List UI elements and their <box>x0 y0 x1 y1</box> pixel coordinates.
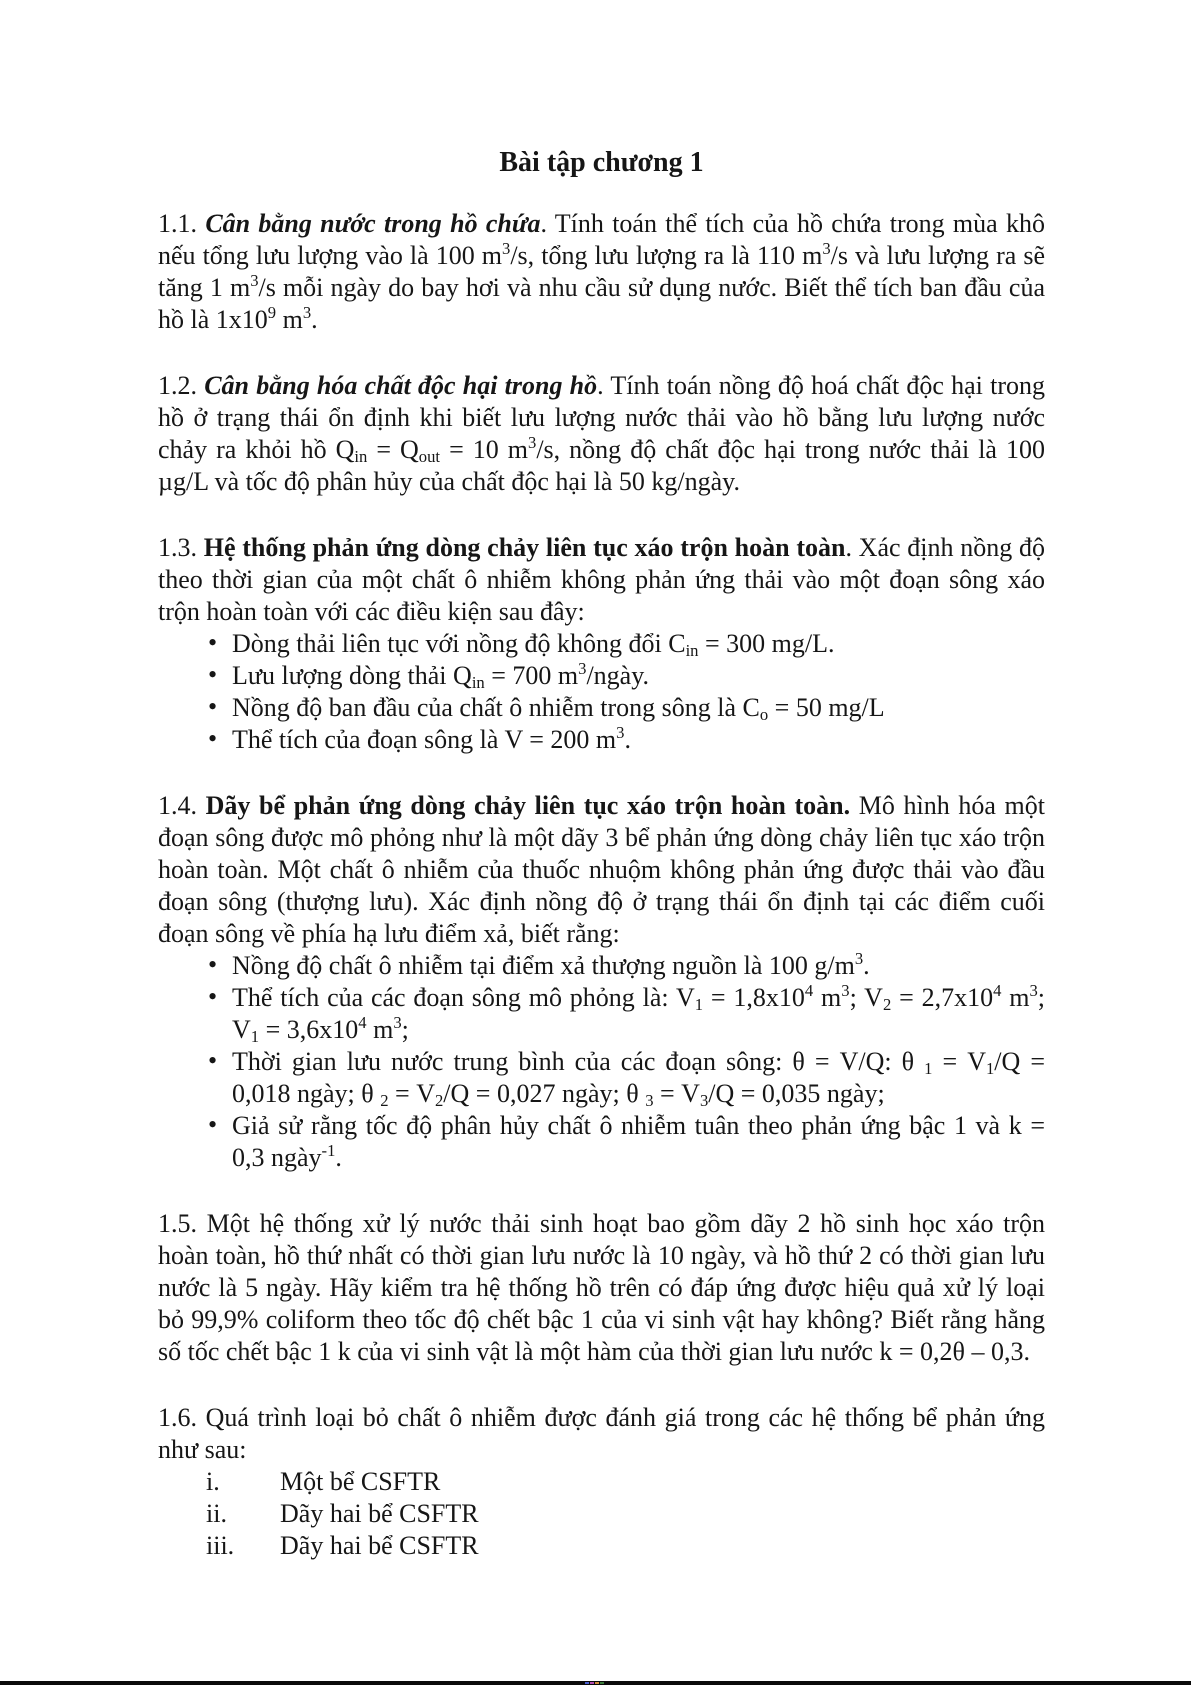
text-segment: /Q = 0,035 ngày; <box>708 1079 885 1108</box>
page-title: Bài tập chương 1 <box>499 147 704 178</box>
bullet-text <box>232 629 835 658</box>
text-segment: 1.4. <box>158 791 206 820</box>
text-segment: ; V <box>849 983 883 1012</box>
roman-item <box>158 1466 1045 1498</box>
bullet-item <box>158 982 1045 1046</box>
bullet-item <box>158 724 1045 756</box>
text-segment: /s mỗi ngày do bay hơi và nhu cầu sử dụng nước. Biết thể tích ban đầu của hồ là 1x10 <box>158 273 1045 334</box>
scan-artifact-pixels <box>585 1682 604 1684</box>
problem-paragraph-1-3 <box>158 532 1045 628</box>
text-segment: Nồng độ chất ô nhiễm tại điểm xả thượng nguồn là 100 g/m <box>232 951 855 980</box>
bullet-icon: • <box>208 628 218 657</box>
text-segment: 1.6. Quá trình loại bỏ chất ô nhiễm được đánh giá trong các hệ thống bể phản ứng như sau: <box>158 1403 1045 1464</box>
text-segment: . <box>863 951 870 980</box>
text-segment: 3 <box>502 238 511 258</box>
text-segment: 3 <box>841 980 850 1000</box>
text-segment: 1 <box>250 1026 260 1046</box>
text-segment: = 50 mg/L <box>768 693 885 722</box>
text-segment: 1 <box>694 994 704 1014</box>
text-segment: 1 <box>924 1058 933 1078</box>
text-segment: Lưu lượng dòng thải Q <box>232 661 472 690</box>
text-segment: = Q <box>367 435 419 464</box>
document-sections <box>158 208 1045 1562</box>
text-segment: Cân bằng hóa chất độc hại trong hồ <box>204 371 598 400</box>
text-segment: = 1,8x10 <box>703 983 805 1012</box>
bullet-text <box>232 722 631 754</box>
text-segment: Giả sử rằng tốc độ phân hủy chất ô nhiễm tuân theo phản ứng bậc 1 và k = 0,3 ngày <box>232 1111 1045 1172</box>
text-segment: 3 <box>528 432 537 452</box>
text-segment: Cân bằng nước trong hồ chứa <box>205 209 541 238</box>
bullet-text <box>232 658 650 692</box>
text-segment: . Xác định nồng độ theo thời gian của một chất ô nhiễm không phản ứng thải vào một đoạn sông xáo trộn hoàn toàn với các điều kiện sau đây: <box>158 533 1045 626</box>
text-segment: = 3,6x10 <box>259 1015 359 1044</box>
bullet-icon: • <box>208 692 218 721</box>
text-segment: Thời gian lưu nước trung bình của các đoạn sông: θ = V/Q: θ <box>232 1047 925 1076</box>
bullet-item <box>158 1046 1045 1110</box>
bullet-text <box>232 1047 1045 1108</box>
text-segment: m <box>366 1015 394 1044</box>
text-segment: out <box>418 446 441 466</box>
bullet-text <box>232 980 1045 1046</box>
artifact-pixel <box>595 1682 599 1684</box>
bullet-text <box>232 948 870 980</box>
roman-item <box>158 1498 1045 1530</box>
text-segment: . <box>311 305 318 334</box>
text-segment: 3 <box>1029 980 1038 1000</box>
text-segment: = V <box>388 1079 435 1108</box>
text-segment: 2 <box>434 1090 444 1110</box>
text-segment: Thể tích của các đoạn sông mô phỏng là: V <box>232 983 695 1012</box>
text-segment: m <box>1001 983 1030 1012</box>
problem-paragraph-1-6 <box>158 1402 1045 1466</box>
text-segment: 3 <box>250 270 259 290</box>
problem-paragraph-1-5 <box>158 1208 1045 1368</box>
bullet-icon: • <box>208 724 218 753</box>
bullet-icon: • <box>208 1046 218 1075</box>
text-segment: 3 <box>393 1012 402 1032</box>
text-segment: 1.5. Một hệ thống xử lý nước thải sinh hoạt bao gồm dãy 2 hồ sinh học xáo trộn hoàn toàn, hồ thứ nhất có thời gian lưu nước là 10 ngày, và hồ thứ 2 có thời gian lưu nước là 5 ngày. Hãy kiểm tra hệ thống hồ trên có đáp ứng được hiệu quả xử lý loại bỏ 99,9% coliform theo tốc độ chết bậc 1 của vi sinh vật hay không? Biết rằng hằng số tốc chết bậc 1 k của vi sinh vật là một hàm của thời gian lưu nước k = 0,2θ – 0,3. <box>158 1209 1045 1366</box>
text-segment: 1.3. <box>158 533 204 562</box>
text-segment: Mô hình hóa một đoạn sông được mô phỏng như là một dãy 3 bể phản ứng dòng chảy liên tục xáo trộn hoàn toàn. Một chất ô nhiễm của thuốc nhuộm không phản ứng được thải vào đầu đoạn sông (thượng lưu). Xác định nồng độ ở trạng thái ổn định tại các điểm cuối đoạn sông về phía hạ lưu điểm xả, biết rằng: <box>158 791 1045 948</box>
text-segment: m <box>813 983 842 1012</box>
text-segment: Hệ thống phản ứng dòng chảy liên tục xáo trộn hoàn toàn <box>203 533 846 562</box>
text-segment: 3 <box>699 1090 709 1110</box>
problem-paragraph-1-4 <box>158 790 1045 950</box>
bullet-item <box>158 692 1045 724</box>
text-segment: 1 <box>985 1058 995 1078</box>
roman-marker: ii. <box>206 1499 227 1528</box>
text-segment: 3 <box>854 948 864 968</box>
text-segment: 1.1. <box>158 209 206 238</box>
problem-paragraph-1-1 <box>158 208 1045 336</box>
bullet-list-1-4-bullets <box>158 950 1045 1174</box>
text-segment: ; <box>401 1015 409 1044</box>
text-segment: /Q = 0,018 ngày; θ <box>232 1047 1045 1108</box>
roman-text: Dãy hai bể CSFTR <box>280 1499 479 1528</box>
text-segment: 2 <box>882 994 892 1014</box>
bullet-text <box>232 693 885 722</box>
text-segment: -1 <box>321 1140 336 1160</box>
bullet-icon: • <box>208 982 218 1011</box>
text-segment: = 10 m <box>440 435 528 464</box>
roman-marker: i. <box>206 1467 220 1496</box>
bullet-item <box>158 660 1045 692</box>
text-segment: in <box>685 640 699 660</box>
roman-list-1-6-list <box>158 1466 1045 1562</box>
text-segment: in <box>354 446 368 466</box>
bullet-item <box>158 950 1045 982</box>
text-segment: /ngày. <box>586 661 650 690</box>
text-segment: 1.2. <box>158 371 205 400</box>
text-segment: Thể tích của đoạn sông là V = 200 m <box>232 725 617 754</box>
text-segment: . Tính toán thể tích của hồ chứa trong mùa khô nếu tổng lưu lượng vào là 100 m <box>158 209 1045 270</box>
artifact-pixel <box>585 1682 589 1684</box>
text-segment: 4 <box>993 980 1002 1000</box>
artifact-pixel <box>590 1682 594 1684</box>
text-segment: Nồng độ ban đầu của chất ô nhiễm trong sông là C <box>232 693 760 722</box>
text-segment: Dòng thải liên tục với nồng độ không đổi C <box>232 629 686 658</box>
text-segment: . <box>624 725 631 754</box>
text-segment: Dãy bể phản ứng dòng chảy liên tục xáo trộn hoàn toàn. <box>205 791 851 820</box>
text-segment: 3 <box>302 302 312 322</box>
bullet-item <box>158 1110 1045 1174</box>
text-segment: 3 <box>822 238 831 258</box>
text-segment: /s và lưu lượng ra sẽ tăng 1 m <box>158 241 1045 302</box>
bullet-icon: • <box>208 660 218 689</box>
text-segment: /s, nồng độ chất độc hại trong nước thải là 100 µg/L và tốc độ phân hủy của chất độc hại là 50 kg/ngày. <box>158 435 1045 496</box>
text-segment: /Q = 0,027 ngày; θ <box>443 1079 646 1108</box>
artifact-pixel <box>600 1682 604 1684</box>
bullet-icon: • <box>208 1110 218 1139</box>
roman-item <box>158 1530 1045 1562</box>
scan-edge-bar <box>0 1681 1191 1685</box>
text-segment: 4 <box>358 1012 367 1032</box>
text-segment: = V <box>653 1079 700 1108</box>
roman-text: Dãy hai bể CSFTR <box>280 1531 479 1560</box>
roman-marker: iii. <box>206 1531 235 1560</box>
text-segment: = 300 mg/L. <box>698 629 835 658</box>
text-segment: 2 <box>380 1090 389 1110</box>
text-segment: 3 <box>645 1090 654 1110</box>
bullet-list-1-3-bullets <box>158 628 1045 756</box>
text-segment: m <box>276 305 303 334</box>
bullet-text <box>232 1111 1045 1172</box>
text-segment: = 2,7x10 <box>891 983 994 1012</box>
bullet-icon: • <box>208 950 218 979</box>
text-segment: 3 <box>578 658 587 678</box>
text-segment: ; V <box>232 983 1045 1044</box>
text-segment: o <box>759 704 769 724</box>
bullet-item <box>158 628 1045 660</box>
text-segment: 4 <box>804 980 814 1000</box>
text-segment: 9 <box>267 302 277 322</box>
text-segment: . <box>335 1143 342 1172</box>
text-segment: = V <box>932 1047 986 1076</box>
text-segment: in <box>471 672 485 692</box>
problem-paragraph-1-2 <box>158 370 1045 498</box>
text-segment: /s, tổng lưu lượng ra là 110 m <box>510 241 823 270</box>
roman-text: Một bể CSFTR <box>280 1467 441 1496</box>
text-segment: . Tính toán nồng độ hoá chất độc hại trong hồ ở trạng thái ổn định khi biết lưu lượng nước thải vào hồ bằng lưu lượng nước chảy ra khỏi hồ Q <box>158 371 1046 464</box>
text-segment: = 700 m <box>484 661 579 690</box>
text-segment: 3 <box>616 722 625 742</box>
